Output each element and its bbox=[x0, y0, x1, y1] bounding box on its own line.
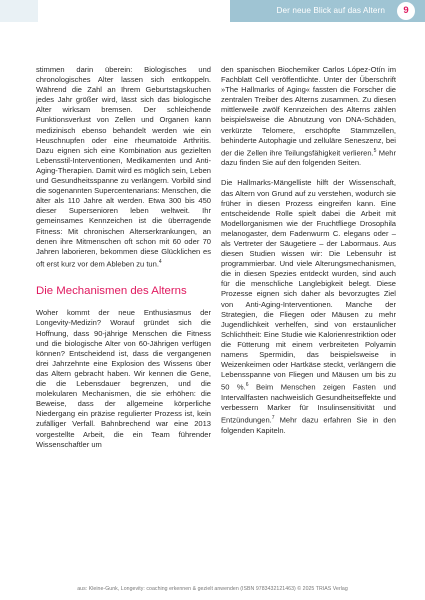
right-paragraph-2 bbox=[221, 178, 396, 435]
left-paragraph-1-text: stimmen darin überein: Biologisches und chronologisches Alter lassen sich entkoppeln. Während die Zahl an Ihrem Geburtstagskuchen jedes Jahr größer wird, lässt sich das biologische Alter wirksam bremsen. Der schleichende Funktionsverlust von Zellen und Organen kann medizinisch ebenso behandelt werden wie ein Heuschnupfen oder eine rheumatoide Arthritis. Dazu eignen sich eine Kombination aus gezielten Lebensstil-Interventionen, Medikamenten und Anti-Aging-Therapien. Damit wird es möglich sein, Leben und Gesundheitsspanne zu verlängern. Vorbild sind die sogenannten Supercentenarians: Menschen, die älter als 110 Jahre alt werden. Etwa 300 bis 450 dieser Supersenioren leben weltweit. Ihr gemeinsames Kennzeichen ist die überragende Fitness: Mit chronischen Alterserkrankungen, an denen ihre Mitmenschen oft schon mit 60 oder 70 Jahren laborieren, bekommen diese Glücklichen es oft erst kurz vor dem Ableben zu tun. bbox=[36, 65, 211, 269]
page-number-badge: 9 bbox=[397, 2, 415, 20]
paragraph-spacer bbox=[221, 168, 396, 178]
right-paragraph-2-tail: Mehr dazu erfahren Sie in den folgenden Kapiteln. bbox=[221, 415, 396, 435]
right-paragraph-1-text: den spanischen Biochemiker Carlos López-Otín im Fachblatt Cell veröffentlichte. Unter der Überschrift »The Hallmarks of Aging« fassten die Forscher die zentralen Treiber des Alterns zusammen. Zu diesen mittlerweile zwölf Kennzeichen des Alterns zählen beispielsweise die Abnutzung von DNA-Schäden, verkürzte Telomere, erschöpfte Stammzellen, behinderte Autophagie und zelluläre Seneszenz, bei der die Zellen ihre Teilungsfähigkeit verlieren. bbox=[221, 65, 396, 158]
header-bar bbox=[0, 0, 425, 22]
page-footer: aus: Kleine-Gunk, Longevity: coaching erkennen & gezielt anwenden (ISBN 9783432121463) © 2025 TRIAS Verlag bbox=[77, 586, 348, 592]
right-paragraph-1-end: Mehr dazu finden Sie auf den folgenden Seiten. bbox=[221, 148, 396, 168]
running-header-title: Der neue Blick auf das Altern bbox=[276, 6, 385, 15]
header-right-bar bbox=[230, 0, 425, 22]
right-paragraph-1 bbox=[221, 65, 396, 168]
right-paragraph-2-text: Die Hallmarks-Mängelliste hilft der Wissenschaft, das Altern von Grund auf zu verstehen, wodurch sie früher in diesen Prozess eingreifen kann. Eine entscheidende Rolle spielt dabei die Arbeit mit Modellorganismen wie der Fruchtfliege Drosophila melanogaster, dem Fadenwurm C. elegans oder – als Vertreter der Säugetiere – der Labormaus. Aus diesen Studien wissen wir: Die Lebensuhr ist programmierbar. Und viele Alterungsmechanismen, die in diesen Spezies entdeckt wurden, sind auch für die menschliche Langlebigkeit belegt. Diese Prozesse eignen sich daher als bevorzugtes Ziel von Anti-Aging-Interventionen. Manche der Strategien, die Fliegen oder Mäusen zu mehr Jugendlichkeit verhelfen, sind von erstaunlicher Schlichtheit: Eine Studie wie Kalorienrestriktion oder die Fütterung mit einem verbreiteten Polyamin namens Spermidin, das beispielsweise in Weizenkeimen oder Hartkäse steckt, verlängern die Lebensspanne von Fliegen und Mäusen um bis zu 50 %. bbox=[221, 178, 396, 392]
left-paragraph-2: Woher kommt der neue Enthusiasmus der Longevity-Medizin? Worauf gründet sich die Hoffnung, dass 90-jährige Menschen die Fitness und die biologische Alter von 60-Jährigen verfügen können? Entscheidend ist, dass die vergangenen drei Jahrzehnte eine Explosion des Wissens über das Altern gebracht haben. Wir kennen die Gene, die die Lebensdauer begrenzen, und die molekularen Mechanismen, die sie erhöhen: die Beweise, dass der allgemeine körperliche Niedergang ein präzise regulierter Prozess ist, kein zufälliger Verfall. Bahnbrechend war eine 2013 vorgestellte Arbeit, die ein Team führender Wissenschaftler um bbox=[36, 308, 211, 449]
footnote-marker: 5 bbox=[373, 147, 377, 154]
footnote-marker: 7 bbox=[271, 415, 275, 422]
section-heading: Die Mechanismen des Alterns bbox=[36, 285, 187, 298]
right-paragraph-2-end: Beim Menschen zeigen Fasten und Intervallfasten nachweislich Gesundheitseffekte und verbessern Marker für Insulinsensitivität und Entzündungen. bbox=[221, 382, 396, 425]
header-left-block bbox=[0, 0, 38, 22]
footnote-marker: 6 bbox=[245, 382, 249, 389]
left-paragraph-1 bbox=[36, 65, 211, 269]
left-column bbox=[36, 65, 211, 450]
right-column bbox=[221, 65, 396, 436]
footnote-marker: 4 bbox=[158, 258, 162, 265]
